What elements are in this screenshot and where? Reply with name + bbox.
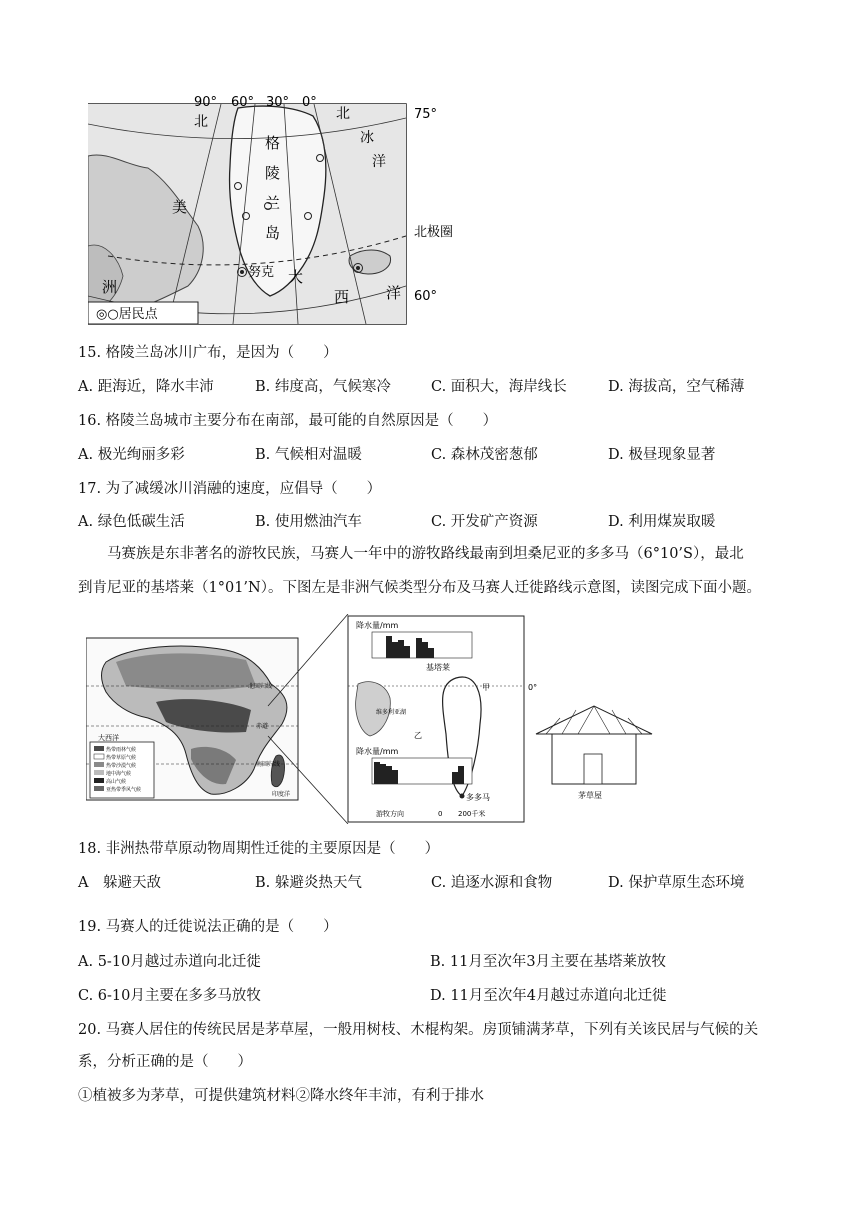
q17-option-c[interactable]: C. 开发矿产资源 [431, 514, 538, 530]
africa-label-tropic-s: 南回归线 [256, 761, 281, 768]
label-jia: 甲 [482, 683, 490, 692]
lbl-bei2: 北 [336, 106, 350, 122]
africa-legend-3: 地中海气候 [106, 771, 132, 777]
scale-200km: 200千米 [458, 810, 486, 818]
chart1-title: 降水量/mm [356, 621, 399, 630]
q18-option-d[interactable]: D. 保护草原生态环境 [608, 875, 745, 891]
lbl-ling: 陵 [265, 164, 281, 182]
q15-option-d[interactable]: D. 海拔高，空气稀薄 [608, 379, 745, 395]
africa-legend-4: 高山气候 [106, 779, 127, 785]
question-16-stem: 16. 格陵兰岛城市主要分布在南部，最可能的自然原因是（ ） [78, 413, 498, 429]
africa-label-indian: 印度洋 [272, 791, 291, 798]
africa-figure [86, 614, 726, 824]
q16-option-c[interactable]: C. 森林茂密葱郁 [431, 447, 538, 463]
q19-option-d[interactable]: D. 11月至次年4月越过赤道向北迁徙 [430, 988, 667, 1004]
greenland-map-svg [88, 96, 456, 328]
q16-option-a[interactable]: A. 极光绚丽多彩 [78, 447, 185, 463]
africa-label-atlantic: 大西洋 [98, 734, 119, 742]
question-20-line-3: ①植被多为茅草，可提供建筑材料②降水终年丰沛，有利于排水 [78, 1088, 484, 1104]
lon-90: 90° [194, 96, 218, 110]
greenland-map [88, 96, 456, 328]
q17-option-b[interactable]: B. 使用燃油汽车 [255, 514, 362, 530]
q15-option-c[interactable]: C. 面积大，海岸线长 [431, 379, 567, 395]
lbl-da: 大 [288, 268, 304, 286]
q15-option-b[interactable]: B. 纬度高，气候寒冷 [255, 379, 391, 395]
africa-figure-svg [86, 614, 726, 824]
lbl-bing: 冰 [360, 130, 374, 146]
label-yi: 乙 [414, 731, 422, 740]
lon-60: 60° [231, 96, 255, 110]
africa-label-equator: 赤道 [256, 723, 269, 730]
question-20-line-2: 系，分析正确的是（ ） [78, 1054, 252, 1070]
africa-legend-1: 热带草原气候 [106, 755, 137, 761]
label-nomad-direction: 游牧方向 [376, 810, 404, 818]
africa-legend-2: 热带沙漠气候 [106, 763, 137, 769]
africa-legend-0: 热带雨林气候 [106, 747, 137, 753]
label-zero-deg: 0° [528, 683, 538, 692]
lbl-dao: 岛 [265, 224, 281, 242]
africa-label-tropic-n: 北回归线 [248, 683, 273, 690]
chart2-title: 降水量/mm [356, 747, 399, 756]
lbl-yang2: 洋 [386, 284, 402, 302]
label-victoria: 维多利亚湖 [376, 709, 407, 716]
lbl-yang1: 洋 [372, 154, 386, 170]
passage-line-2: 到肯尼亚的基塔莱（1°01’N）。下图左是非洲气候类型分布及马赛人迁徙路线示意图，读图完成下面小题。 [78, 580, 761, 596]
question-18-stem: 18. 非洲热带草原动物周期性迁徙的主要原因是（ ） [78, 841, 440, 857]
question-15-stem: 15. 格陵兰岛冰川广布，是因为（ ） [78, 345, 338, 361]
lbl-xi: 西 [334, 288, 350, 306]
lbl-zhou: 洲 [102, 278, 118, 296]
passage [78, 537, 798, 605]
q19-option-a[interactable]: A. 5-10月越过赤道向北迁徙 [78, 954, 261, 970]
lbl-arctic-circle: 北极圈 [414, 225, 454, 240]
q18-option-c[interactable]: C. 追逐水源和食物 [431, 875, 553, 891]
lon-0: 0° [302, 96, 317, 110]
question-17-stem: 17. 为了减缓冰川消融的速度，应倡导（ ） [78, 481, 382, 497]
question-19-stem: 19. 马赛人的迁徙说法正确的是（ ） [78, 919, 338, 935]
q17-option-d[interactable]: D. 利用煤炭取暖 [608, 514, 716, 530]
lon-30: 30° [266, 96, 290, 110]
lbl-ge: 格 [265, 134, 281, 152]
q15-option-a[interactable]: A. 距海近，降水丰沛 [78, 379, 214, 395]
lat-60: 60° [414, 289, 438, 304]
q18-option-a[interactable]: A 躲避天敌 [78, 875, 161, 891]
q17-option-a[interactable]: A. 绿色低碳生活 [78, 514, 185, 530]
q16-option-d[interactable]: D. 极昼现象显著 [608, 447, 716, 463]
q18-option-b[interactable]: B. 躲避炎热天气 [255, 875, 362, 891]
scale-zero: 0 [438, 810, 443, 818]
label-kitale: 基塔莱 [426, 663, 450, 672]
lat-75: 75° [414, 107, 438, 122]
africa-legend-5: 亚热带季风气候 [106, 787, 142, 793]
label-hut: 茅草屋 [578, 791, 602, 800]
passage-line-1: 马赛族是东非著名的游牧民族，马赛人一年中的游牧路线最南到坦桑尼亚的多多马（6°10’S），最北 [107, 546, 744, 562]
lbl-bei1: 北 [194, 114, 208, 130]
lbl-lan: 兰 [265, 194, 281, 212]
label-dodoma: 多多马 [466, 793, 490, 802]
q16-option-b[interactable]: B. 气候相对温暖 [255, 447, 362, 463]
lbl-nuuk: 努克 [248, 265, 275, 280]
greenland-legend: ◎○居民点 [96, 307, 158, 322]
q19-option-c[interactable]: C. 6-10月主要在多多马放牧 [78, 988, 261, 1004]
question-20-line-1: 20. 马赛人居住的传统民居是茅草屋，一般用树枝、木棍构架。房顶铺满茅草，下列有关该民居与气候的关 [78, 1022, 759, 1038]
q19-option-b[interactable]: B. 11月至次年3月主要在基塔莱放牧 [430, 954, 667, 970]
lbl-mei: 美 [172, 198, 188, 216]
